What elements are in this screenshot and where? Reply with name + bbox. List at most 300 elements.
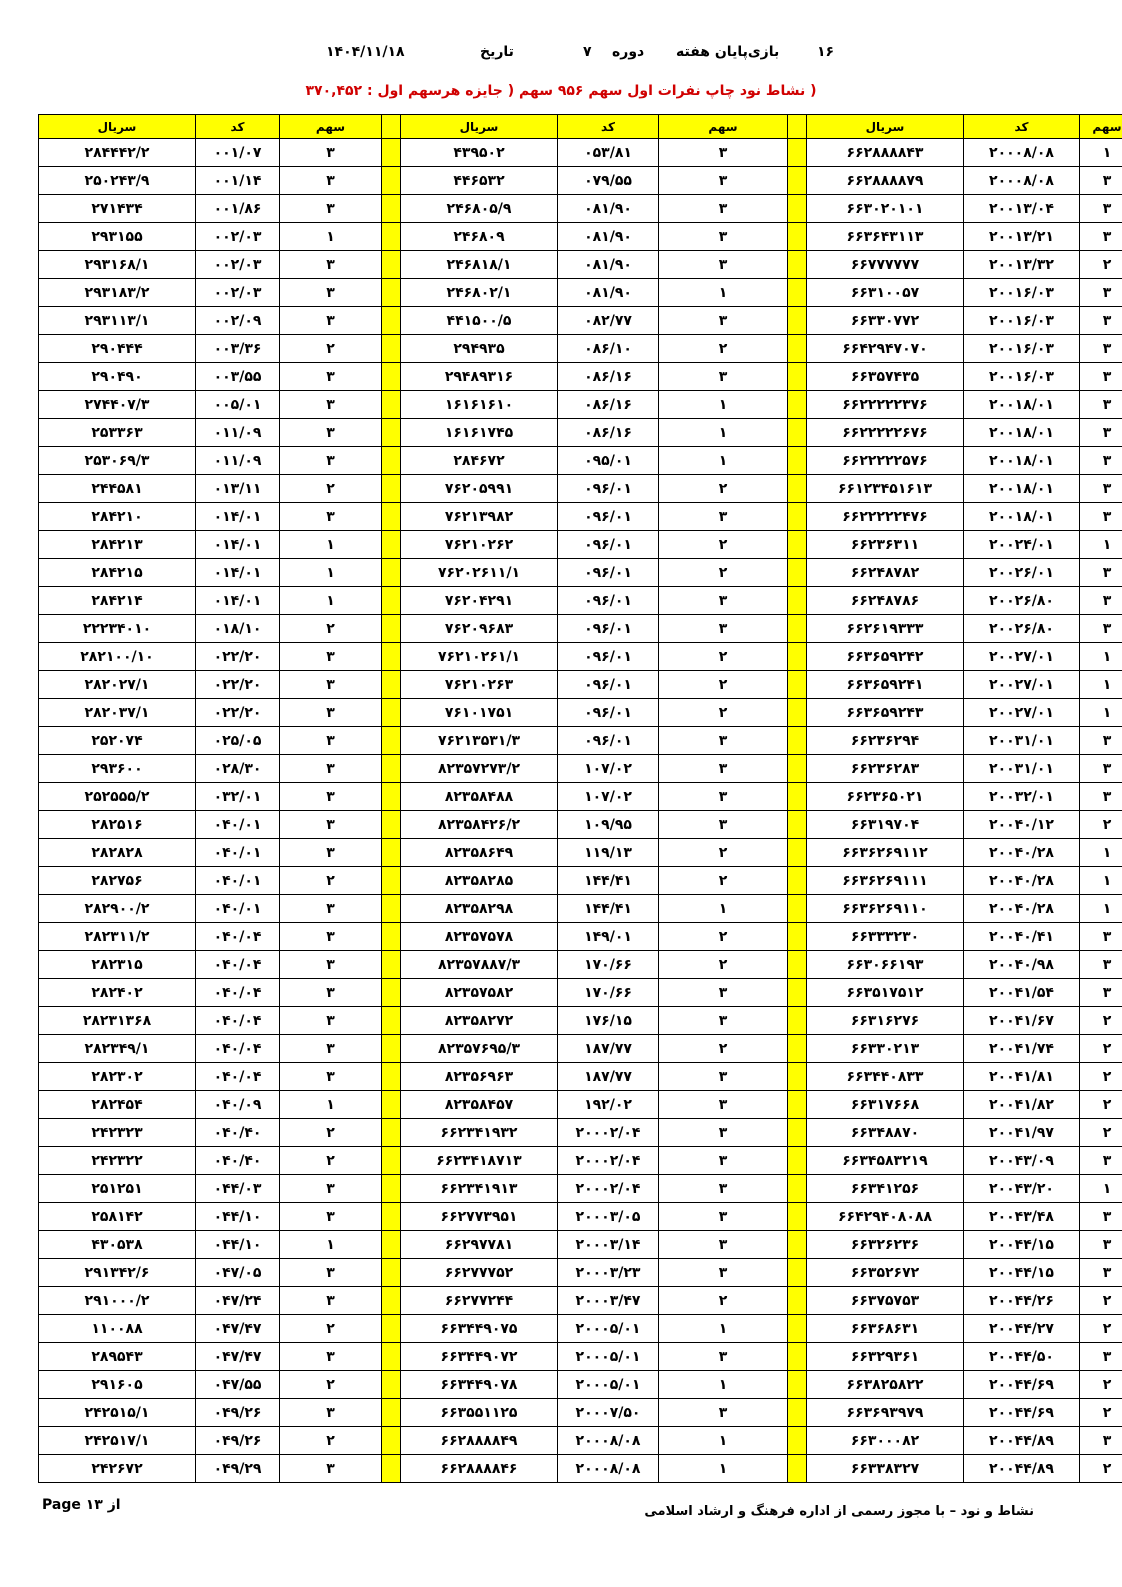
table-row: [39, 139, 1122, 167]
cell-code: ۰۴۹/۲۶: [196, 1399, 280, 1427]
column-separator: [382, 251, 401, 279]
column-separator: [788, 1399, 807, 1427]
cell-code: ۱۰۷/۰۲: [558, 755, 659, 783]
cell-share: ۲: [1080, 1371, 1122, 1399]
table-row: [39, 839, 1122, 867]
cell-code: ۰۸۶/۱۶: [558, 363, 659, 391]
cell-serial: ۲۴۲۳۲۳: [39, 1119, 196, 1147]
column-separator: [382, 1119, 401, 1147]
column-separator: [382, 1147, 401, 1175]
cell-share: ۱: [280, 1091, 382, 1119]
cell-code: ۰۱۴/۰۱: [196, 587, 280, 615]
cell-share: ۳: [659, 1343, 788, 1371]
column-separator: [788, 839, 807, 867]
table-row: [39, 1455, 1122, 1483]
column-separator: [788, 587, 807, 615]
cell-serial: ۶۶۳۳۳۲۳۰: [807, 923, 964, 951]
cell-share: ۱: [659, 1427, 788, 1455]
cell-serial: ۶۶۳۴۱۲۵۶: [807, 1175, 964, 1203]
cell-serial: ۲۵۳۳۶۳: [39, 419, 196, 447]
cell-share: ۳: [1080, 391, 1122, 419]
cell-share: ۳: [1080, 475, 1122, 503]
cell-code: ۰۳۲/۰۱: [196, 783, 280, 811]
cell-code: ۰۹۶/۰۱: [558, 503, 659, 531]
column-separator: [382, 1091, 401, 1119]
cell-share: ۳: [1080, 1259, 1122, 1287]
cell-code: ۲۰۰۲۷/۰۱: [964, 699, 1080, 727]
cell-serial: ۲۸۲۹۰۰/۲: [39, 895, 196, 923]
cell-share: ۳: [1080, 755, 1122, 783]
column-separator: [788, 1427, 807, 1455]
cell-share: ۳: [280, 363, 382, 391]
cell-serial: ۶۶۲۳۴۱۹۱۳: [401, 1175, 558, 1203]
cell-code: ۲۰۰۰۲/۰۴: [558, 1175, 659, 1203]
cell-serial: ۲۸۴۴۴۲/۲: [39, 139, 196, 167]
cell-code: ۰۵۳/۸۱: [558, 139, 659, 167]
cell-serial: ۶۶۲۶۱۹۳۳۳: [807, 615, 964, 643]
table-row: [39, 419, 1122, 447]
cell-code: ۰۹۶/۰۱: [558, 699, 659, 727]
col-code-header: کد: [196, 115, 280, 139]
column-separator: [382, 1231, 401, 1259]
cell-code: ۲۰۰۴۳/۲۰: [964, 1175, 1080, 1203]
cell-code: ۲۰۰۰۵/۰۱: [558, 1343, 659, 1371]
cell-code: ۰۴۰/۰۴: [196, 979, 280, 1007]
cell-share: ۳: [1080, 783, 1122, 811]
cell-serial: ۸۲۳۵۷۵۷۸: [401, 923, 558, 951]
table-row: [39, 671, 1122, 699]
cell-share: ۳: [280, 447, 382, 475]
col-share-header: سهم: [659, 115, 788, 139]
cell-code: ۲۰۰۰۸/۰۸: [964, 167, 1080, 195]
cell-serial: ۲۵۸۱۴۲: [39, 1203, 196, 1231]
cell-share: ۲: [659, 839, 788, 867]
cell-serial: ۲۵۲۵۵۵/۲: [39, 783, 196, 811]
cell-code: ۰۷۹/۵۵: [558, 167, 659, 195]
cell-share: ۳: [280, 811, 382, 839]
cell-serial: ۶۶۲۸۸۸۸۴۳: [807, 139, 964, 167]
cell-code: ۱۷۰/۶۶: [558, 951, 659, 979]
cell-serial: ۶۶۳۰۶۶۱۹۳: [807, 951, 964, 979]
column-separator: [788, 335, 807, 363]
cell-share: ۲: [280, 1427, 382, 1455]
table-row: [39, 279, 1122, 307]
column-separator: [382, 1035, 401, 1063]
column-separator: [382, 1371, 401, 1399]
cell-serial: ۶۶۳۴۴۹۰۷۲: [401, 1343, 558, 1371]
cell-serial: ۲۸۲۳۰۲: [39, 1063, 196, 1091]
cell-serial: ۶۶۲۹۷۷۸۱: [401, 1231, 558, 1259]
cell-code: ۲۰۰۴۳/۰۹: [964, 1147, 1080, 1175]
column-separator: [788, 1175, 807, 1203]
cell-code: ۰۹۶/۰۱: [558, 643, 659, 671]
cell-serial: ۲۸۲۱۰۰/۱۰: [39, 643, 196, 671]
cell-code: ۲۰۰۰۷/۵۰: [558, 1399, 659, 1427]
table-row: [39, 587, 1122, 615]
cell-code: ۰۹۶/۰۱: [558, 475, 659, 503]
cell-code: ۱۹۲/۰۲: [558, 1091, 659, 1119]
cell-code: ۰۹۶/۰۱: [558, 727, 659, 755]
cell-code: ۲۰۰۴۴/۵۰: [964, 1343, 1080, 1371]
column-separator: [382, 895, 401, 923]
cell-serial: ۲۸۴۶۷۲: [401, 447, 558, 475]
column-separator: [382, 363, 401, 391]
cell-share: ۲: [280, 867, 382, 895]
cell-share: ۱: [1080, 839, 1122, 867]
table-row: [39, 1259, 1122, 1287]
cell-code: ۰۴۰/۰۴: [196, 1035, 280, 1063]
column-separator: [788, 251, 807, 279]
license-note: نشاط و نود – با مجوز رسمی از اداره فرهنگ و ارشاد اسلامی: [644, 1504, 1034, 1519]
cell-code: ۰۹۶/۰۱: [558, 531, 659, 559]
cell-share: ۲: [1080, 1007, 1122, 1035]
cell-share: ۲: [659, 923, 788, 951]
cell-share: ۱: [659, 279, 788, 307]
cell-serial: ۴۴۱۵۰۰/۵: [401, 307, 558, 335]
cell-serial: ۲۴۶۸۰۵/۹: [401, 195, 558, 223]
table-row: [39, 867, 1122, 895]
period-label: دوره: [612, 44, 645, 60]
cell-serial: ۲۹۴۹۳۵: [401, 335, 558, 363]
column-separator: [788, 951, 807, 979]
cell-serial: ۲۴۲۵۱۵/۱: [39, 1399, 196, 1427]
cell-code: ۰۸۲/۷۷: [558, 307, 659, 335]
column-separator: [382, 727, 401, 755]
cell-share: ۳: [280, 419, 382, 447]
cell-share: ۳: [280, 755, 382, 783]
cell-serial: ۲۸۲۴۵۴: [39, 1091, 196, 1119]
cell-code: ۰۴۰/۰۱: [196, 867, 280, 895]
cell-serial: ۲۸۹۵۴۳: [39, 1343, 196, 1371]
cell-serial: ۷۶۲۱۰۲۶۱/۱: [401, 643, 558, 671]
cell-share: ۲: [659, 643, 788, 671]
cell-share: ۲: [659, 867, 788, 895]
column-separator: [788, 419, 807, 447]
cell-code: ۲۰۰۰۵/۰۱: [558, 1315, 659, 1343]
cell-share: ۳: [659, 755, 788, 783]
cell-share: ۳: [280, 923, 382, 951]
cell-share: ۲: [1080, 1315, 1122, 1343]
cell-share: ۳: [659, 1147, 788, 1175]
cell-serial: ۶۶۲۲۲۲۲۴۷۶: [807, 503, 964, 531]
cell-code: ۲۰۰۲۷/۰۱: [964, 643, 1080, 671]
cell-serial: ۶۶۳۳۰۷۷۲: [807, 307, 964, 335]
table-row: [39, 503, 1122, 531]
cell-share: ۳: [280, 167, 382, 195]
cell-serial: ۲۴۶۸۱۸/۱: [401, 251, 558, 279]
game-name: بازی‌پایان هفته: [676, 44, 780, 60]
cell-serial: ۷۶۲۰۴۲۹۱: [401, 587, 558, 615]
cell-serial: ۶۶۱۲۳۴۵۱۶۱۳: [807, 475, 964, 503]
cell-share: ۳: [280, 643, 382, 671]
cell-share: ۳: [280, 1063, 382, 1091]
table-row: [39, 363, 1122, 391]
cell-share: ۱: [659, 447, 788, 475]
cell-share: ۳: [280, 1259, 382, 1287]
column-separator: [382, 1175, 401, 1203]
cell-code: ۲۰۰۴۳/۴۸: [964, 1203, 1080, 1231]
page-number: ۱۶: [817, 44, 835, 60]
cell-serial: ۶۶۳۵۷۴۳۵: [807, 363, 964, 391]
cell-share: ۲: [659, 335, 788, 363]
cell-share: ۱: [280, 531, 382, 559]
cell-code: ۰۱۴/۰۱: [196, 531, 280, 559]
cell-code: ۲۰۰۱۳/۲۱: [964, 223, 1080, 251]
table-row: [39, 1287, 1122, 1315]
column-separator: [788, 559, 807, 587]
column-separator: [788, 1455, 807, 1483]
cell-share: ۳: [280, 783, 382, 811]
cell-code: ۲۰۰۰۲/۰۴: [558, 1119, 659, 1147]
column-separator: [382, 115, 401, 139]
cell-share: ۲: [1080, 1091, 1122, 1119]
cell-serial: ۶۶۷۷۷۷۷۷: [807, 251, 964, 279]
cell-code: ۲۰۰۰۳/۱۴: [558, 1231, 659, 1259]
column-separator: [788, 1203, 807, 1231]
cell-serial: ۷۶۱۰۱۷۵۱: [401, 699, 558, 727]
cell-serial: ۲۸۲۳۱۳۶۸: [39, 1007, 196, 1035]
cell-share: ۳: [280, 307, 382, 335]
cell-share: ۳: [659, 811, 788, 839]
cell-share: ۳: [280, 279, 382, 307]
table-row: [39, 783, 1122, 811]
cell-serial: ۲۸۲۷۵۶: [39, 867, 196, 895]
cell-serial: ۸۲۳۵۸۴۸۸: [401, 783, 558, 811]
cell-serial: ۱۶۱۶۱۷۴۵: [401, 419, 558, 447]
cell-share: ۳: [659, 1063, 788, 1091]
cell-share: ۳: [1080, 727, 1122, 755]
cell-code: ۲۰۰۰۸/۰۸: [964, 139, 1080, 167]
cell-code: ۱۰۷/۰۲: [558, 783, 659, 811]
cell-code: ۰۱۸/۱۰: [196, 615, 280, 643]
cell-share: ۳: [659, 1091, 788, 1119]
page-header: [0, 44, 1122, 68]
cell-code: ۲۰۰۳۱/۰۱: [964, 755, 1080, 783]
cell-serial: ۶۶۴۲۹۴۷۰۷۰: [807, 335, 964, 363]
cell-serial: ۸۲۳۵۸۲۸۵: [401, 867, 558, 895]
cell-code: ۲۰۰۱۶/۰۳: [964, 335, 1080, 363]
cell-share: ۳: [659, 727, 788, 755]
cell-share: ۳: [280, 727, 382, 755]
cell-share: ۱: [1080, 643, 1122, 671]
column-separator: [788, 447, 807, 475]
cell-code: ۰۲۲/۲۰: [196, 643, 280, 671]
cell-share: ۲: [280, 1371, 382, 1399]
column-separator: [382, 839, 401, 867]
cell-serial: ۶۶۲۳۶۲۸۳: [807, 755, 964, 783]
cell-serial: ۴۴۶۵۳۲: [401, 167, 558, 195]
cell-code: ۰۴۰/۰۱: [196, 811, 280, 839]
column-separator: [788, 1343, 807, 1371]
cell-serial: ۶۶۲۲۲۲۲۳۷۶: [807, 391, 964, 419]
cell-code: ۲۰۰۱۳/۰۴: [964, 195, 1080, 223]
cell-share: ۳: [1080, 615, 1122, 643]
cell-code: ۱۴۹/۰۱: [558, 923, 659, 951]
column-separator: [788, 1119, 807, 1147]
column-separator: [382, 1287, 401, 1315]
cell-code: ۲۰۰۱۳/۳۲: [964, 251, 1080, 279]
cell-share: ۳: [1080, 503, 1122, 531]
column-separator: [382, 615, 401, 643]
column-separator: [382, 1455, 401, 1483]
cell-code: ۲۰۰۰۵/۰۱: [558, 1371, 659, 1399]
cell-share: ۳: [280, 979, 382, 1007]
cell-code: ۲۰۰۴۰/۱۲: [964, 811, 1080, 839]
column-separator: [788, 1035, 807, 1063]
cell-code: ۲۰۰۱۶/۰۳: [964, 363, 1080, 391]
cell-share: ۱: [659, 1455, 788, 1483]
cell-share: ۲: [280, 1315, 382, 1343]
column-separator: [382, 1203, 401, 1231]
cell-share: ۳: [1080, 1343, 1122, 1371]
cell-code: ۲۰۰۴۱/۷۴: [964, 1035, 1080, 1063]
cell-code: ۱۸۷/۷۷: [558, 1035, 659, 1063]
cell-serial: ۶۶۲۸۸۸۸۴۹: [401, 1427, 558, 1455]
cell-code: ۱۸۷/۷۷: [558, 1063, 659, 1091]
cell-share: ۳: [280, 1035, 382, 1063]
cell-share: ۱: [659, 895, 788, 923]
cell-share: ۲: [659, 671, 788, 699]
column-separator: [382, 447, 401, 475]
cell-share: ۳: [280, 1455, 382, 1483]
cell-code: ۰۸۶/۱۶: [558, 419, 659, 447]
cell-serial: ۲۵۲۰۷۴: [39, 727, 196, 755]
cell-serial: ۷۶۲۱۳۵۳۱/۳: [401, 727, 558, 755]
cell-code: ۰۸۱/۹۰: [558, 195, 659, 223]
cell-share: ۳: [659, 1259, 788, 1287]
column-separator: [788, 279, 807, 307]
col-serial-header: سریال: [401, 115, 558, 139]
cell-share: ۱: [280, 587, 382, 615]
column-separator: [382, 755, 401, 783]
cell-code: ۰۹۶/۰۱: [558, 615, 659, 643]
table-row: [39, 223, 1122, 251]
date-label: تاریخ: [480, 44, 514, 60]
column-separator: [788, 475, 807, 503]
cell-code: ۲۰۰۰۸/۰۸: [558, 1427, 659, 1455]
table-row: [39, 307, 1122, 335]
cell-share: ۳: [280, 139, 382, 167]
cell-serial: ۸۲۳۵۸۶۴۹: [401, 839, 558, 867]
cell-share: ۱: [1080, 867, 1122, 895]
cell-code: ۲۰۰۰۲/۰۴: [558, 1147, 659, 1175]
column-separator: [382, 223, 401, 251]
cell-serial: ۶۶۳۳۰۲۱۳: [807, 1035, 964, 1063]
cell-serial: ۶۶۲۳۶۳۱۱: [807, 531, 964, 559]
cell-serial: ۶۶۲۸۸۸۸۷۹: [807, 167, 964, 195]
cell-share: ۳: [1080, 951, 1122, 979]
column-separator: [382, 279, 401, 307]
cell-code: ۰۰۱/۰۷: [196, 139, 280, 167]
table-row: [39, 643, 1122, 671]
date-value: ۱۴۰۴/۱۱/۱۸: [326, 44, 405, 60]
column-separator: [382, 1315, 401, 1343]
column-separator: [788, 867, 807, 895]
cell-share: ۳: [280, 195, 382, 223]
cell-share: ۳: [659, 167, 788, 195]
cell-serial: ۲۹۱۳۴۲/۶: [39, 1259, 196, 1287]
cell-code: ۰۸۱/۹۰: [558, 279, 659, 307]
cell-serial: ۲۸۲۸۲۸: [39, 839, 196, 867]
cell-serial: ۸۲۳۵۸۲۹۸: [401, 895, 558, 923]
column-separator: [788, 167, 807, 195]
cell-code: ۰۰۳/۵۵: [196, 363, 280, 391]
column-separator: [382, 335, 401, 363]
cell-serial: ۲۴۲۳۲۲: [39, 1147, 196, 1175]
cell-code: ۲۰۰۴۰/۲۸: [964, 839, 1080, 867]
cell-code: ۰۸۱/۹۰: [558, 251, 659, 279]
cell-serial: ۲۴۶۸۰۲/۱: [401, 279, 558, 307]
cell-serial: ۲۵۱۲۵۱: [39, 1175, 196, 1203]
cell-serial: ۶۶۳۰۰۰۸۲: [807, 1427, 964, 1455]
cell-serial: ۲۸۴۲۱۴: [39, 587, 196, 615]
col-serial-header: سریال: [807, 115, 964, 139]
cell-code: ۰۴۰/۴۰: [196, 1119, 280, 1147]
cell-code: ۰۹۶/۰۱: [558, 587, 659, 615]
cell-code: ۰۰۲/۰۹: [196, 307, 280, 335]
table-row: [39, 447, 1122, 475]
table-row: [39, 559, 1122, 587]
table-row: [39, 727, 1122, 755]
table-row: [39, 1119, 1122, 1147]
cell-serial: ۷۶۲۰۹۶۸۳: [401, 615, 558, 643]
cell-share: ۳: [659, 503, 788, 531]
cell-share: ۳: [659, 307, 788, 335]
cell-share: ۲: [1080, 251, 1122, 279]
cell-share: ۳: [659, 615, 788, 643]
cell-share: ۳: [1080, 979, 1122, 1007]
cell-serial: ۶۶۴۲۹۴۰۸۰۸۸: [807, 1203, 964, 1231]
table-row: [39, 1371, 1122, 1399]
cell-share: ۳: [1080, 587, 1122, 615]
cell-code: ۰۰۵/۰۱: [196, 391, 280, 419]
cell-share: ۲: [1080, 1119, 1122, 1147]
cell-code: ۰۰۳/۳۶: [196, 335, 280, 363]
cell-serial: ۴۳۰۵۳۸: [39, 1231, 196, 1259]
cell-share: ۳: [659, 251, 788, 279]
table-row: [39, 1343, 1122, 1371]
cell-code: ۰۸۱/۹۰: [558, 223, 659, 251]
cell-code: ۰۲۲/۲۰: [196, 699, 280, 727]
cell-share: ۲: [280, 1147, 382, 1175]
cell-serial: ۷۶۲۰۵۹۹۱: [401, 475, 558, 503]
cell-serial: ۶۶۲۸۸۸۸۴۶: [401, 1455, 558, 1483]
cell-serial: ۲۹۳۶۰۰: [39, 755, 196, 783]
column-separator: [382, 1259, 401, 1287]
cell-code: ۰۴۰/۰۹: [196, 1091, 280, 1119]
cell-share: ۱: [1080, 531, 1122, 559]
cell-code: ۰۰۲/۰۳: [196, 251, 280, 279]
cell-share: ۳: [659, 979, 788, 1007]
cell-serial: ۸۲۳۵۸۴۵۷: [401, 1091, 558, 1119]
column-separator: [788, 699, 807, 727]
cell-share: ۱: [280, 223, 382, 251]
column-separator: [788, 811, 807, 839]
cell-share: ۳: [1080, 363, 1122, 391]
cell-serial: ۲۹۰۴۴۴: [39, 335, 196, 363]
column-separator: [788, 1063, 807, 1091]
cell-serial: ۲۴۲۵۱۷/۱: [39, 1427, 196, 1455]
cell-share: ۲: [659, 1287, 788, 1315]
column-separator: [788, 1147, 807, 1175]
cell-code: ۰۴۰/۰۴: [196, 923, 280, 951]
cell-serial: ۸۲۳۵۶۹۶۳: [401, 1063, 558, 1091]
column-separator: [788, 1287, 807, 1315]
column-separator: [788, 783, 807, 811]
cell-share: ۳: [1080, 419, 1122, 447]
cell-serial: ۸۲۳۵۷۵۸۲: [401, 979, 558, 1007]
cell-code: ۰۱۱/۰۹: [196, 419, 280, 447]
